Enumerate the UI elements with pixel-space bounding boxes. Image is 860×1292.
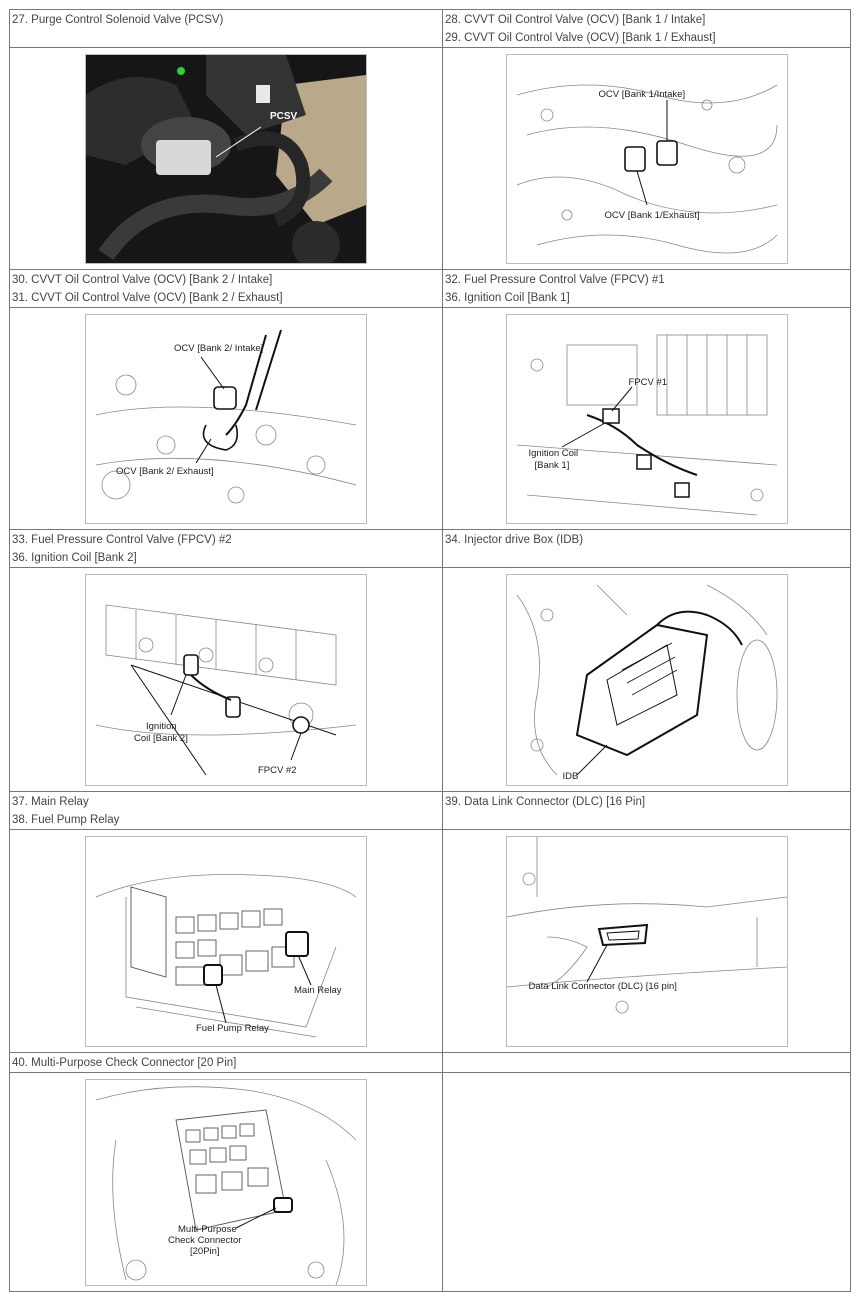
component-title: 36. Ignition Coil [Bank 1] [445, 292, 570, 304]
component-title: 30. CVVT Oil Control Valve (OCV) [Bank 2 / Intake] [12, 274, 273, 286]
callout-label: Ignition Coil [528, 448, 579, 459]
callout-label: [20Pin] [190, 1246, 220, 1257]
fpcv1-ignition-bank1-diagram [506, 314, 788, 524]
callout-label: OCV [Bank 2/ Intake] [174, 343, 264, 354]
header-row [10, 530, 851, 568]
header-row [10, 10, 851, 48]
callout-label: FPCV #2 [258, 765, 297, 776]
header-row [10, 270, 851, 308]
component-title: 37. Main Relay [12, 796, 89, 808]
component-table [9, 9, 851, 1292]
image-row [10, 308, 851, 530]
component-title: 29. CVVT Oil Control Valve (OCV) [Bank 1 / Exhaust] [445, 32, 716, 44]
component-title: 33. Fuel Pressure Control Valve (FPCV) #2 [12, 534, 232, 546]
callout-label: OCV [Bank 1/Exhaust] [604, 210, 700, 221]
component-title: 28. CVVT Oil Control Valve (OCV) [Bank 1 / Intake] [445, 14, 706, 26]
header-cell [10, 270, 443, 308]
image-cell [10, 830, 443, 1053]
header-cell [443, 10, 851, 48]
component-title: 36. Ignition Coil [Bank 2] [12, 552, 137, 564]
callout-label: Data Link Connector (DLC) [16 pin] [528, 981, 677, 992]
header-cell [10, 792, 443, 830]
component-title: 32. Fuel Pressure Control Valve (FPCV) #1 [445, 274, 665, 286]
callout-label: IDB [562, 771, 579, 782]
fpcv2-ignition-bank2-diagram [85, 574, 367, 786]
callout-label: OCV [Bank 1/Intake] [598, 89, 686, 100]
line-drawing [86, 1080, 366, 1285]
line-drawing [86, 837, 366, 1046]
image-cell [443, 48, 851, 270]
image-cell [10, 48, 443, 270]
image-cell [10, 308, 443, 530]
image-cell [443, 568, 851, 792]
line-drawing [507, 55, 787, 263]
component-title: 40. Multi-Purpose Check Connector [20 Pin] [12, 1057, 237, 1069]
image-row [10, 830, 851, 1053]
callout-label: FPCV #1 [628, 377, 668, 388]
header-cell [443, 1053, 851, 1073]
callout-label: PCSV [270, 111, 298, 122]
component-location-sheet [9, 9, 850, 1292]
header-row [10, 792, 851, 830]
component-title: 34. Injector drive Box (IDB) [445, 534, 584, 546]
line-drawing [507, 575, 787, 785]
callout-label: Main Relay [294, 985, 342, 996]
callout-label: OCV [Bank 2/ Exhaust] [116, 466, 214, 477]
idb-diagram [506, 574, 788, 786]
callout-label: Ignition [146, 721, 177, 732]
image-cell [443, 830, 851, 1053]
ocv-bank2-diagram [85, 314, 367, 524]
header-row [10, 1053, 851, 1073]
image-row [10, 1073, 851, 1292]
image-cell [10, 1073, 443, 1292]
image-row [10, 568, 851, 792]
header-cell [443, 530, 851, 568]
image-cell-empty [443, 1073, 851, 1292]
callout-label: Fuel Pump Relay [196, 1023, 269, 1034]
line-drawing [86, 575, 366, 785]
component-title: 27. Purge Control Solenoid Valve (PCSV) [12, 14, 224, 26]
image-row [10, 48, 851, 270]
line-drawing [507, 315, 787, 523]
image-cell [443, 308, 851, 530]
component-title: 39. Data Link Connector (DLC) [16 Pin] [445, 796, 646, 808]
image-cell [10, 568, 443, 792]
dlc-diagram [506, 836, 788, 1047]
header-cell [10, 1053, 443, 1073]
pcsv-photo [85, 54, 367, 264]
header-cell [443, 270, 851, 308]
line-drawing [507, 837, 787, 1046]
callout-label: Multi-Purpose [178, 1224, 237, 1235]
callout-label: Coil [Bank 2] [134, 733, 188, 744]
callout-label: [Bank 1] [534, 460, 570, 471]
callout-label: Check Connector [168, 1235, 242, 1246]
component-title: 31. CVVT Oil Control Valve (OCV) [Bank 2 / Exhaust] [12, 292, 283, 304]
header-cell [10, 530, 443, 568]
ocv-bank1-diagram [506, 54, 788, 264]
engine-photo-drawing [86, 55, 366, 263]
header-cell [443, 792, 851, 830]
relay-box-diagram [85, 836, 367, 1047]
header-cell [10, 10, 443, 48]
multipurpose-connector-diagram [85, 1079, 367, 1286]
component-title: 38. Fuel Pump Relay [12, 814, 120, 826]
